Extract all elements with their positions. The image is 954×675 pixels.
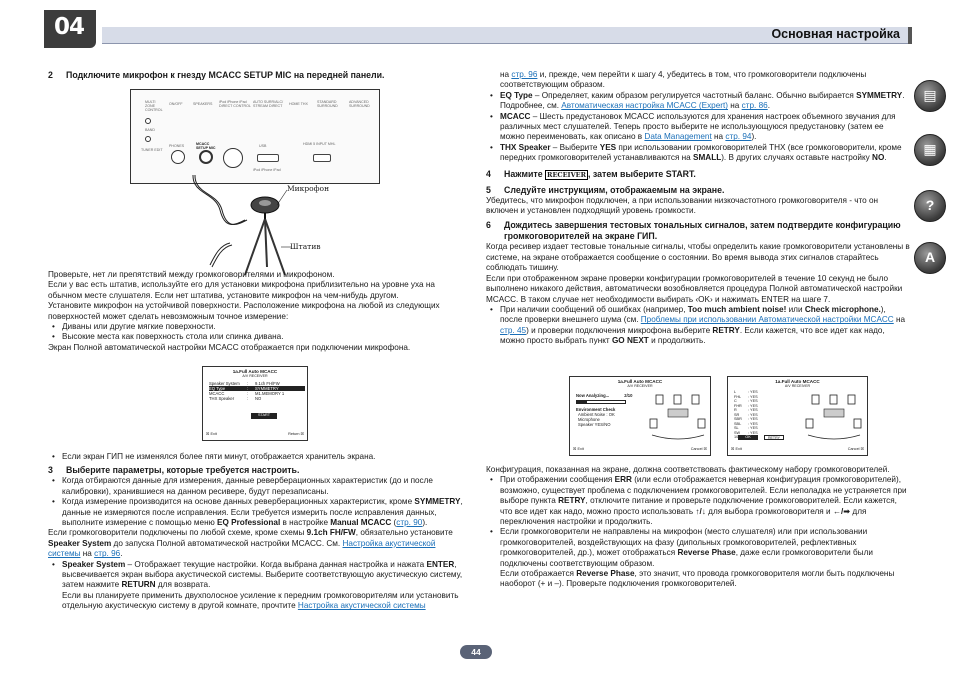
left-text-block-1 — [48, 270, 466, 353]
bullet-item: • Диваны или другие мягкие поверхности. — [48, 322, 466, 332]
device-label: MULTI ZONE CONTROL — [145, 100, 163, 112]
speaker-row: L : YES — [734, 390, 758, 394]
speaker-row: SW : YES — [734, 430, 758, 435]
screen-title: 1a.Full Auto MCACC — [232, 369, 278, 374]
screen-footer — [573, 447, 707, 452]
device-label: TUNER EDIT — [141, 148, 163, 152]
screen-settings — [209, 381, 305, 401]
paragraph: Конфигурация, показанная на экране, должна соответствовать фактическому набору громкоговорителей. — [486, 465, 890, 474]
microphone-label: Микрофон — [287, 184, 330, 193]
step-6-heading: 6 Дождитесь завершения тестовых тональных сигналов, затем подтвердите конфигурацию громкоговорителей на экране ГИП. — [486, 220, 901, 242]
bullet-item: • Когда отбираются данные для измерения, данные реверберационных характеристик (до и после калибровки), хранившиеся на данном ресивере, будут перезаписаны. — [48, 476, 466, 497]
section-link[interactable]: Проблемы при использовании Автоматической настройки MCACC — [640, 315, 894, 325]
speaker-icon — [830, 395, 837, 404]
bullet-continuation: Если вы планируете применить двухполосное усиление к передним громкоговорителям или установить отдельную акустическую систему в другой комнате, прочтите Настройка акустической системы — [62, 590, 459, 611]
speaker-row: SBR : YES — [734, 417, 758, 421]
gui-screen-analyzing — [569, 376, 711, 456]
receiver-key-icon: RECEIVER — [547, 170, 586, 179]
speaker-layout-diagram — [648, 391, 708, 441]
stand-label: Штатив — [290, 242, 321, 251]
page-link[interactable]: стр. 94 — [725, 132, 752, 142]
microphone-head — [259, 200, 271, 206]
step-3-heading: 3 Выберите параметры, которые требуется настроить. — [48, 465, 300, 476]
right-text-block-2 — [486, 465, 910, 590]
screen-title: 1a.Full Auto MCACC — [775, 379, 820, 384]
paragraph: Если при отображенном экране проверки конфигурации громкоговорителей в течение 10 секунд не было выполнено никакого действия, автоматически возобновляется процедура Полной автоматической настройки MCACC. В таком случае нет необходимости выбирать ‹OK› и нажимать ENTER на шаге 7. — [486, 273, 903, 304]
device-label: USB — [259, 144, 267, 148]
bullet-item: • Когда измерение производится на основе данных реверберационных характеристик, кроме SYMMETRY, данные не измеряются после исправления. Если требуется измерить после исправления данных, выполните измерение с помощью меню EQ Professional в настройке Manual MCACC (стр. 90). — [48, 497, 466, 528]
speaker-icon — [812, 395, 819, 404]
bullet-item: • При наличии сообщений об ошибках (например, Too much ambient noise! или Check microphone.), после проверки внешнего шума (см. Проблемы при использовании Автоматической настройки MCACC на стр. 45) и проверки подключения микрофона выберите RETRY. Если кажется, что все идет как надо, можно просто выбрать пункт GO NEXT и продолжить. — [486, 305, 910, 347]
speaker-layout-diagram — [804, 391, 864, 441]
screen-row: THX Speaker : NO — [209, 396, 262, 401]
gui-screen-speaker-check — [727, 376, 868, 456]
speaker-row: SR : YES — [734, 412, 758, 417]
analyzing-text: Now Analyzing... 2/10 — [576, 393, 633, 398]
step-5-heading: 5 Следуйте инструкциям, отображаемым на экране. — [486, 184, 725, 195]
microphone-row: Microphone — [578, 417, 600, 422]
mcacc-mic-jack — [199, 150, 213, 164]
mic-cable — [193, 175, 245, 224]
up-down-arrow-icon: ↑/↓ — [695, 506, 706, 516]
knob — [223, 148, 243, 168]
font-icon[interactable]: A — [914, 242, 946, 274]
retry-button[interactable]: RETRY — [764, 435, 784, 440]
bullet-item: • Высокие места как поверхность стола или спинка дивана. — [48, 332, 466, 342]
device-label: iPod iPhone iPad — [253, 168, 281, 172]
remote-icon[interactable]: ▦ — [914, 134, 946, 166]
exit-label: ☒ Exit — [206, 432, 217, 436]
screen-row: Speaker System : 9.1ch FH/FW — [209, 381, 280, 386]
button — [145, 136, 151, 142]
bullet-item: • При отображении сообщения ERR (или если отображается неверная конфигурация громкоговорителей), возможно, существует проблема с подключением громкоговорителей. Если неполадка не устраняется при выборе пункта RETRY, отключите питание и проверьте подключение громкоговорителей. Если кажется, что все идет как надо, можно просто использовать ↑/↓ для выбора громкоговорителя и ←/➡ для переключения настройки и продолжить. — [486, 475, 910, 527]
speaker-icon — [656, 395, 663, 404]
gui-screen-full-auto-mcacc — [202, 366, 308, 441]
hdmi-port — [313, 154, 331, 162]
bullet-item: • Если громкоговорители не направлены на микрофон (место слушателя) или при использовании громкоговорителей, воздействующих на фазу (дипольных громкоговорителей, рефлективных громкоговорителей, др.), может отображаться Reverse Phase, даже если громкоговорители были подключены соответствующим образом. — [486, 527, 910, 569]
device-label: HDMI 5 INPUT MHL — [303, 142, 336, 146]
paragraph: Проверьте, нет ли препятствий между громкоговорителями и микрофоном. — [48, 270, 335, 279]
speaker-list — [734, 390, 758, 440]
listener-icon — [824, 409, 844, 417]
speaker-row: R : YES — [734, 408, 758, 412]
ok-button[interactable]: OK — [738, 435, 758, 440]
speaker-icon — [674, 395, 681, 404]
speaker-icon — [848, 395, 855, 404]
device-label-mcacc: MCACC SETUP MIC — [196, 142, 216, 150]
paragraph: Когда ресивер издает тестовые тональные сигналы, чтобы определить какие громкоговорители установлены в системе, на экране отображается сообщение о состоянии. Во время вывода этих сигналов старайтесь соблюдать тишину. — [486, 242, 910, 273]
page-link[interactable]: стр. 96 — [511, 70, 538, 79]
speaker-row: Speaker YES/NO — [578, 422, 611, 427]
speaker-row: FHL : YES — [734, 394, 758, 399]
speaker-row: C : YES — [734, 399, 758, 403]
page-title: Основная настройка — [771, 27, 900, 41]
bullet-continuation: Если отображается Reverse Phase, это значит, что провода громкоговорителя могли быть подключены наоборот (+ и –). Проверьте подключения громкоговорителей. — [500, 569, 895, 589]
receiver-front-panel-illustration — [130, 89, 380, 184]
speaker-icon — [806, 419, 813, 428]
page-number: 44 — [460, 645, 492, 659]
speaker-icon — [650, 419, 657, 428]
exit-label: ☒ Exit — [573, 447, 584, 451]
cancel-label: Cancel ☒ — [690, 447, 707, 451]
chapter-number: 04 — [54, 14, 85, 40]
paragraph: Если у вас есть штатив, используйте его для установки микрофона приблизительно на уровне уха на обычном месте слушателя. Если нет штатива, установите микрофон на чем-нибудь другом. — [48, 280, 435, 300]
header-tab — [908, 27, 912, 44]
speaker-row: SL : YES — [734, 426, 758, 430]
screen-row: MCACC : M1.MEMORY 1 — [209, 391, 285, 396]
device-label: BAND — [145, 128, 155, 132]
bullet-item: • THX Speaker – Выберите YES при использовании громкоговорителей THX (все громкоговорители, кроме передних громкоговорителей устанавливаются на SMALL). В других случаях оставьте настройку NO. — [486, 143, 910, 164]
device-label: ON/OFF — [169, 102, 183, 106]
step-4-heading: 4 Нажмите RECEIVER , затем выберите START. — [486, 168, 696, 179]
section-link[interactable]: Data Management — [644, 132, 712, 142]
ambient-noise-row: Ambient Noise : OK — [578, 412, 615, 417]
screen-subtitle: A/V RECEIVER — [627, 384, 653, 388]
speaker-icon — [692, 395, 699, 404]
left-column — [48, 70, 466, 81]
screen-footer — [206, 432, 304, 437]
header-bar — [102, 27, 908, 44]
bullet-item: • Если экран ГИП не изменялся более пяти минут, отображается хранитель экрана. — [48, 452, 466, 462]
speaker-icon — [698, 419, 705, 428]
page-link[interactable]: стр. 90 — [396, 518, 423, 528]
paragraph: Убедитесь, что микрофон подключен, а при использовании низкочастотного громкоговорителя - что он включен и установлен подходящий уровень громкости. — [486, 195, 879, 216]
environment-check: Environment Check — [576, 407, 616, 412]
progress-fill — [577, 401, 587, 403]
screen-title: 1a.Full Auto MCACC — [617, 379, 663, 384]
left-text-block-2 — [48, 452, 466, 612]
tripod-leg — [245, 219, 265, 275]
phones-jack — [171, 150, 185, 164]
screen-subtitle: A/V RECEIVER — [784, 384, 811, 388]
speaker-row: SBL : YES — [734, 421, 758, 426]
help-icon[interactable]: ? — [914, 190, 946, 222]
button — [145, 118, 151, 124]
right-column — [486, 70, 910, 347]
paragraph: Установите микрофон на устойчивой поверхности. Расположение микрофона на любой из следующих поверхностей может сделать невозможным точное измерение: — [48, 301, 440, 321]
return-label: Return ☒ — [288, 432, 304, 436]
bullet-item: • MCACC – Шесть предустановок MCACC используются для хранения настроек объемного звучания для различных мест слушателей. Теперь просто выберите не использующуюся предустановку (затем ее можно переименовать, как описано в Data Management на стр. 94). — [486, 112, 910, 143]
screen-footer — [731, 447, 864, 452]
cancel-label: Cancel ☒ — [847, 447, 864, 451]
bullet-continuation: на стр. 96 и, прежде, чем перейти к шагу 4, убедитесь в том, что громкоговорители подключены соответствующим образом. — [500, 70, 867, 90]
section-link[interactable]: Настройка акустической системы — [297, 601, 426, 611]
speaker-icon — [854, 419, 861, 428]
exit-label: ☒ Exit — [731, 447, 742, 451]
device-label: HOME THX — [289, 102, 308, 106]
page-link[interactable]: стр. 86 — [741, 101, 768, 111]
section-link[interactable]: Автоматическая настройка MCACC (Expert) — [561, 101, 729, 111]
progress-bar — [576, 400, 626, 404]
device-label: SPEAKERS — [193, 102, 213, 106]
device-label: iPod iPhone iPad DIRECT CONTROL — [219, 100, 251, 108]
speaker-row: FHR : YES — [734, 403, 758, 408]
device-label: ADVANCED SURROUND — [349, 100, 370, 108]
mic-cable — [195, 175, 247, 224]
listener-icon — [668, 409, 688, 417]
usb-port — [257, 154, 279, 162]
bullet-item: • Speaker System – Отображает текущие настройки. Когда выбрана данная настройка и нажата ENTER, высвечивается экран выбора акустической системы. Выберите соответствующую акустическую систему, затем нажмите RETURN для возврата. — [48, 560, 466, 591]
left-right-arrow-icon: ←/➡ — [832, 506, 851, 516]
section-link[interactable]: Настройка акустической системы — [48, 538, 436, 559]
countdown: 10 — [734, 435, 739, 439]
paragraph: Экран Полной автоматической настройки MCACC отображается при подключении микрофона. — [48, 342, 411, 352]
screen-subtitle: A/V RECEIVER — [242, 374, 268, 378]
device-label: PHONES — [169, 144, 185, 148]
paragraph: Если громкоговорители подключены по любой схеме, кроме схемы 9.1ch FH/FW, обязательно установите Speaker System до запуска Полной автоматической настройки MCACC. См. Настройка акустической системы на стр. 96. — [48, 528, 453, 559]
page-link[interactable]: стр. 96 — [94, 549, 121, 559]
step-2-heading: 2 Подключите микрофон к гнезду MCACC SETUP MIC на передней панели. — [48, 70, 385, 80]
device-label: AUTO SURR/ALC/ STREAM DIRECT — [253, 100, 284, 108]
book-icon[interactable]: ▤ — [914, 80, 946, 112]
screen-row-selected[interactable]: EQ Type : SYMMETRY — [209, 386, 305, 391]
start-button[interactable]: START — [251, 413, 277, 419]
chapter-badge — [44, 10, 96, 48]
device-label: STANDARD SURROUND — [317, 100, 338, 108]
bullet-item: • EQ Type – Определяет, каким образом регулируется частотный баланс. Обычно выбирается SYMMETRY. Подробнее, см. Автоматическая настройка MCACC (Expert) на стр. 86. — [486, 91, 910, 112]
page-link[interactable]: стр. 45 — [500, 325, 527, 335]
